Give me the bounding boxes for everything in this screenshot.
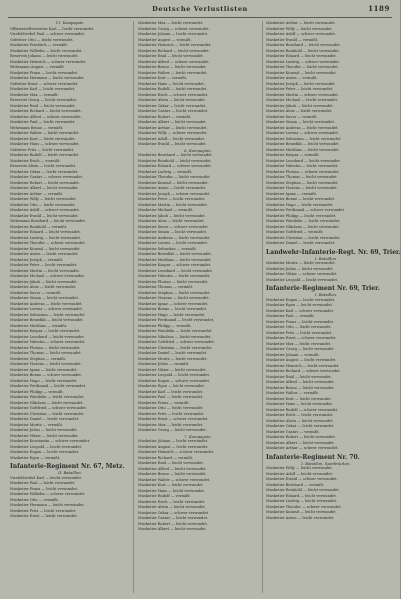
casualty-entry: Musketier Reinhold — leicht verwundet. [138,158,212,163]
casualty-entry: Musketier Friedrich — vermißt. [10,43,69,47]
casualty-entry: Musketier Adolf — leicht verwundet. [266,471,334,476]
casualty-entry: Musketier Karl — leicht verwundet. [138,389,204,394]
casualty-entry: Musketier Ewald — leicht verwundet. [138,142,207,146]
casualty-entry: Musketier Heinrich — schwer verwundet. [138,450,215,454]
casualty-entry: Musketier Hugo — leicht verwundet. [138,312,206,317]
casualty-entry: Musketier Albert — leicht verwundet. [266,440,335,445]
casualty-entry: Musketier Leopold — leicht verwundet. [266,277,339,282]
casualty-entry: Musketier August — vermißt. [138,37,192,42]
casualty-entry: Musketier Oskar — leicht verwundet. [10,169,79,174]
casualty-entry: Musketier Sebastian — leicht verwundet. [10,312,86,317]
casualty-entry: Musketier Alfred — schwer verwundet. [138,59,210,64]
casualty-entry: Musketier Georg — leicht verwundet. [138,428,207,432]
casualty-entry: Musketier Viktor — leicht verwundet. [138,367,207,372]
column-2 [138,21,258,593]
casualty-entry: Musketier Ignaz — schwer verwundet. [138,301,209,306]
casualty-entry: Musketier August — leicht verwundet. [138,444,209,449]
casualty-entry: Musketier Anton — vermißt. [266,76,318,80]
casualty-entry: Musketier Matthias — vermißt. [10,323,68,328]
casualty-entry: Musketier Julius — leicht verwundet. [266,266,334,271]
casualty-entry: 11. Kompagnie. [55,21,85,25]
casualty-entry: Musketier Gustav — leicht verwundet. [138,109,209,113]
casualty-entry: Musketier Philipp — leicht verwundet. [266,213,337,218]
casualty-entry: Musketier Otto — vermißt. [10,497,60,502]
casualty-entry: Musketier Benedikt — leicht verwundet. [138,252,212,256]
casualty-entry: Musketier Willy — schwer verwundet. [138,131,208,135]
casualty-entry: Musketier Emil — leicht verwundet. [10,103,76,108]
casualty-entry: Musketier Ferdinand — leicht verwundet. [10,384,87,388]
casualty-entry: Musketier Hermann — leicht verwundet. [10,76,85,80]
casualty-entry: Musketier Viktor — leicht verwundet. [10,433,79,438]
casualty-entry: Musketier Peter — leicht verwundet. [266,87,334,91]
column-3 [266,21,401,593]
casualty-entry: Musketier Peter — leicht verwundet. [138,197,206,201]
casualty-entry: Musketier Walter — leicht verwundet. [138,70,208,75]
casualty-entry: Musketier Daniel — leicht verwundet. [138,351,208,355]
casualty-entry: Musketier Johann — leicht verwundet. [138,32,209,36]
casualty-entry: Musketier Rudolf — schwer verwundet. [266,407,339,412]
casualty-entry: Musketier Valentin — leicht verwundet. [266,164,339,168]
casualty-entry: Musketier Gustav — leicht verwundet. [138,516,209,520]
casualty-entry: Musketier Ludwig — leicht verwundet. [266,499,338,503]
casualty-entry: Musketier Albert — leicht verwundet. [10,186,79,190]
casualty-entry: Musketier Florian — schwer verwundet. [266,169,340,174]
casualty-entry: Musketier Bruno — leicht verwundet. [138,472,207,476]
casualty-entry: Musketier Alfred — schwer verwundet. [10,114,82,119]
casualty-entry: Musketier Ernst — leicht verwundet. [10,514,78,518]
casualty-entry: Musketier Jakob — leicht verwundet. [138,213,206,218]
unit-subheading: I. Bataillon. [314,255,338,261]
casualty-entry: Musketier Max — vermißt. [10,92,59,97]
casualty-entry: Musketier Benedikt — leicht verwundet. [266,142,340,146]
casualty-entry: Musketier Ludwig — schwer verwundet. [266,59,340,64]
casualty-entry: Musketier Thomas — leicht verwundet. [10,351,82,355]
casualty-entry: Musketier Kurt — vermißt. [138,76,188,80]
casualty-entry: Musketier Viktor — schwer verwundet. [266,272,338,276]
casualty-entry: Musketier Benno — leicht verwundet. [138,307,208,311]
casualty-entry: Musketier Willy — leicht verwundet. [266,26,333,31]
casualty-entry: Musketier Gustav — schwer verwundet. [10,175,84,179]
casualty-entry: Musketier Stephan — vermißt. [10,356,67,361]
casualty-entry: Musketier Sebastian — vermißt. [138,246,197,251]
casualty-entry: Musketier Thomas — vermißt. [138,285,194,289]
casualty-entry: Musketier Bruno — leicht verwundet. [138,65,207,69]
casualty-entry: Musketier Lorenz — schwer verwundet. [10,307,84,311]
casualty-entry: Musketier Hermann — leicht verwundet. [10,503,85,507]
casualty-entry: Musketier Franz — leicht verwundet. [266,319,335,324]
casualty-entry: Musketier Ewald — leicht verwundet. [10,213,79,218]
casualty-entry: Musketier Gottfried — schwer verwundet. [10,406,87,410]
casualty-entry: Musketier Albert — leicht verwundet. [138,527,207,531]
casualty-entry: Musketier Emil — leicht verwundet. [138,54,204,58]
casualty-entry: Musketier Jakob — leicht verwundet. [10,279,78,284]
casualty-entry: Musketier Joseph — leicht verwundet. [266,81,336,86]
casualty-entry: Musketier Andreas — leicht verwundet. [266,125,339,130]
casualty-entry: Musketier Ferdinand — leicht verwundet. [138,318,215,322]
casualty-entry: Musketier Alois — leicht verwundet. [266,109,333,113]
casualty-entry: Musketier Fritz — leicht verwundet. [266,330,333,335]
casualty-entry: Musketier Max — leicht verwundet. [138,21,204,25]
casualty-entry: Musketier Adolf — schwer verwundet. [10,208,80,212]
casualty-entry: Musketier Ernst — schwer verwundet. [266,336,337,340]
casualty-entry: Musketier Willy — leicht verwundet. [10,197,77,201]
casualty-entry: Musketier Valentin — leicht verwundet. [138,274,211,278]
casualty-entry: Musketier Matthias — leicht verwundet. [266,147,340,152]
casualty-entry: Musketier Christian — leicht verwundet. [266,235,341,240]
casualty-entry: Musketier Alwin — leicht verwundet. [266,418,334,423]
casualty-entry: Musketier Christian — leicht verwundet. [138,345,213,350]
casualty-entry: Musketier Hugo — leicht verwundet. [10,378,78,383]
casualty-entry: Musketier Paul — leicht verwundet. [10,120,76,124]
casualty-entry: Musketier Erich — leicht verwundet. [138,499,206,504]
casualty-entry: Musketier Philipp — vermißt. [138,323,192,328]
header-rule [8,17,392,18]
casualty-entry: Musketier Willy — leicht verwundet. [266,466,333,470]
casualty-entry: Musketier Theodor — schwer verwundet. [266,504,342,509]
casualty-entry: Reservist Alwin — leicht verwundet. [10,164,77,168]
casualty-entry: Musketier Walter — vermißt. [266,391,319,395]
casualty-entry: Wehrmann August — vermißt. [10,65,65,69]
casualty-entry: Musketier Anton — leicht verwundet. [266,515,335,520]
casualty-entry: Musketier Albert — leicht verwundet. [138,120,207,124]
casualty-entry: Musketier Matthias — leicht verwundet. [138,257,212,262]
casualty-entry: Musketier Florian — leicht verwundet. [10,345,81,350]
regiment-heading: Infanterie-Regiment Nr. 70. [266,453,360,461]
casualty-entry: Musketier Georg — schwer verwundet. [138,26,210,31]
casualty-entry: Musketier Arthur — schwer verwundet. [266,446,339,450]
casualty-entry: Musketier Simon — leicht verwundet. [138,230,208,234]
casualty-entry: Musketier Benedikt — leicht verwundet. [10,318,84,322]
casualty-entry: Musketier Richard — schwer verwundet. [266,369,341,373]
casualty-entry: Musketier Martin — leicht verwundet. [10,268,80,273]
casualty-entry: Musketier Robert — leicht verwundet. [266,435,336,439]
casualty-entry: Musketier Thomas — leicht verwundet. [266,175,338,179]
casualty-entry: Musketier Andreas — leicht verwundet. [138,235,211,240]
regiment-heading: Landwehr-Infanterie-Regt. Nr. 69, Trier. [266,248,401,256]
casualty-entry: Musketier Peter — leicht verwundet. [10,263,78,267]
casualty-entry: Musketier Adolf — leicht verwundet. [138,136,206,141]
casualty-entry: Musketier Simon — leicht verwundet. [266,120,336,124]
casualty-entry: Musketier Theodor — leicht verwundet. [138,175,211,179]
casualty-entry: Musketier Franz — leicht verwundet. [10,486,79,491]
casualty-entry: Musketier Benno — leicht verwundet. [266,197,336,201]
casualty-entry: Musketier Lorenz — leicht verwundet. [138,241,209,245]
casualty-entry: Musketier Michael — leicht verwundet. [266,98,339,102]
casualty-entry: Musketier Emil — leicht verwundet. [266,374,332,379]
casualty-entry: Musketier Hans — leicht verwundet. [138,488,205,493]
casualty-entry: Musketier Ewald — vermißt. [266,37,319,42]
casualty-entry: Musketier Florian — leicht verwundet. [138,279,209,284]
casualty-entry: Musketier Eugen — leicht verwundet. [266,297,336,302]
casualty-entry: Musketier Leonhard — leicht verwundet. [138,268,214,273]
casualty-entry: Musketier Eduard — leicht verwundet. [266,493,337,498]
unit-subheading: I. Bataillon. [314,292,338,297]
casualty-entry: Musketier Leopold — leicht verwundet. [138,373,211,377]
casualty-entry: Musketier Johann — vermißt. [266,352,320,357]
casualty-entry: Musketier Richard — vermißt. [138,455,194,460]
casualty-entry: Musketier Alois — leicht verwundet. [138,219,205,223]
casualty-entry: Musketier Martin — schwer verwundet. [266,92,339,97]
casualty-entry: Musketier Ignaz — leicht verwundet. [10,367,78,372]
casualty-entry: Musketier Valentin — schwer verwundet. [10,340,86,344]
casualty-entry: Musketier Paul — leicht verwundet. [10,481,76,485]
casualty-entry: Musketier Stephan — leicht verwundet. [138,290,211,295]
casualty-entry: Musketier Jakob — leicht verwundet. [266,103,334,108]
casualty-entry: Musketier Emil — leicht verwundet. [138,461,204,465]
column-separator [262,21,263,593]
casualty-entry: Musketier Ludwig — leicht verwundet. [10,235,82,240]
casualty-entry: Musketier Leopold — leicht verwundet. [10,444,83,449]
casualty-entry: Musketier Rudolf — leicht verwundet. [10,153,80,157]
casualty-entry: Musketier Heinrich — leicht verwundet. [266,363,340,368]
casualty-entry: Musketier Hans — schwer verwundet. [10,142,80,146]
casualty-entry: Musketier Konrad — leicht verwundet. [266,510,337,514]
casualty-entry: Musketier Franz — vermißt. [138,400,190,405]
casualty-entry: Musketier Richard — leicht verwundet. [138,48,210,53]
casualty-entry: Musketier Wendelin — leicht verwundet. [266,219,341,223]
casualty-entry: Musketier Vinzenz — leicht verwundet. [138,296,210,300]
casualty-entry: Musketier Wilhelm — schwer verwundet. [10,492,86,496]
casualty-entry: Musketier Robert — leicht verwundet. [138,521,208,526]
casualty-entry: Musketier Ferdinand — schwer verwundet. [266,208,346,212]
casualty-entry: Musketier Otto — leicht verwundet. [10,202,76,207]
casualty-entry: Musketier Hugo — leicht verwundet. [266,202,334,207]
page-header [8,3,392,15]
casualty-entry: Musketier Daniel — leicht verwundet. [266,241,336,245]
casualty-entry: Musketier Simon — leicht verwundet. [10,296,80,300]
casualty-entry: Musketier Anton — leicht verwundet. [138,186,207,190]
unit-subheading: II. Bataillon. [58,470,82,475]
casualty-entry: Musketier Leonhard — leicht verwundet. [10,334,86,339]
casualty-entry: Offizierstellvertreter Karl — leicht verwundet. [10,26,95,31]
casualty-entry: Musketier Sebastian — leicht verwundet. [266,136,342,141]
casualty-entry: Musketier Bernhard — leicht verwundet. [266,43,341,47]
casualty-entry: Musketier Arthur — vermißt. [10,191,64,196]
casualty-entry: Musketier Paul — leicht verwundet. [138,395,204,399]
casualty-entry: Musketier Nikolaus — leicht verwundet. [266,224,340,229]
casualty-entry: Musketier Bruno — leicht verwundet. [266,385,335,390]
casualty-entry: Musketier Bernhard — vermißt. [266,482,325,487]
casualty-entry: Musketier Oskar — schwer verwundet. [138,510,210,515]
casualty-entry: Musketier Robert — vermißt. [138,114,192,119]
casualty-entry: Musketier Oskar — leicht verwundet. [266,424,335,428]
casualty-entry: Musketier August — leicht verwundet. [266,358,337,362]
casualty-entry: Musketier Leonhard — leicht verwundet. [266,158,342,163]
page-number: 1189 [368,4,390,13]
casualty-entry: Musketier Theodor — schwer verwundet. [10,241,86,245]
casualty-entry: Musketier Max — leicht verwundet. [138,422,204,427]
casualty-entry: Musketier Wendelin — leicht verwundet. [10,395,85,399]
casualty-entry: Musketier Theodor — leicht verwundet. [266,65,339,69]
casualty-entry: Musketier Max — leicht verwundet. [266,341,332,346]
casualty-entry: Musketier Julius — vermißt. [138,362,190,366]
casualty-entry: Musketier Heinrich — leicht verwundet. [138,43,212,47]
casualty-entry: Musketier Kurt — leicht verwundet. [10,136,76,141]
casualty-entry: Musketier Reinhold — leicht verwundet. [266,488,340,492]
casualty-entry: Musketier Moritz — vermißt. [10,422,64,427]
casualty-entry: Musketier Adolf — schwer verwundet. [266,32,336,36]
casualty-entry: Musketier Egon — vermißt. [10,455,61,460]
casualty-entry: Musketier Arthur — leicht verwundet. [138,125,208,130]
casualty-entry: Musketier Kurt — leicht verwundet. [138,483,204,487]
casualty-entry: Musketier Wendelin — leicht verwundet. [138,329,213,333]
casualty-entry: Musketier Christian — leicht verwundet. [10,411,85,416]
casualty-entry: Musketier Erich — schwer verwundet. [138,92,209,97]
casualty-entry: Musketier Eduard — leicht verwundet. [266,54,337,58]
casualty-entry: Musketier Eduard — schwer verwundet. [138,164,212,168]
casualty-entry: Musketier Bernhard — leicht verwundet. [138,153,213,157]
column-1 [10,21,130,593]
casualty-entry: Musketier Ignaz — vermißt. [266,191,318,196]
casualty-entry: Musketier Otto — leicht verwundet. [138,406,204,410]
casualty-entry: Musketier Hans — leicht verwundet. [138,81,205,86]
casualty-entry: Musketier Andreas — leicht verwundet. [10,301,83,306]
casualty-entry: Reservist Johann — leicht verwundet. [10,54,79,58]
casualty-entry: Musketier Wilhelm — leicht verwundet. [10,48,83,53]
casualty-entry: Musketier Konrad — leicht verwundet. [138,180,209,185]
casualty-entry: Musketier Julius — leicht verwundet. [10,428,78,432]
casualty-entry: Vizefeldwebel Paul — schwer verwundet. [10,32,86,36]
casualty-entry: Musketier Gustav — vermißt. [266,429,320,434]
casualty-entry: Musketier Erich — leicht verwundet. [266,413,334,417]
casualty-entry: Vizefeldwebel Karl — leicht verwundet. [10,475,83,480]
casualty-entry: Musketier Reinhold — leicht verwundet. [266,48,340,53]
unit-subheading: 7. Kompagnie. [184,433,212,439]
casualty-entry: Musketier Alwin — leicht verwundet. [138,505,206,509]
casualty-entry: Musketier Walter — leicht verwundet. [10,131,80,135]
casualty-entry: Musketier Fritz — leicht verwundet. [138,411,205,416]
casualty-entry: Musketier Michael — vermißt. [138,208,194,212]
casualty-entry: Musketier Alois — leicht verwundet. [10,285,77,289]
casualty-entry: Musketier Nikolaus — leicht verwundet. [10,400,84,405]
regiment-heading: Infanterie-Regiment Nr. 69, Trier. [266,285,380,292]
casualty-entry: Musketier Georg — leicht verwundet. [266,347,335,351]
casualty-entry: Gefreiter Otto — leicht verwundet. [10,37,74,42]
casualty-entry: Musketier Ernst — schwer verwundet. [138,417,209,421]
casualty-entry: Musketier Kaspar — vermißt. [266,153,320,157]
casualty-entry: Musketier Moritz — leicht verwundet. [138,356,208,361]
casualty-entry: Musketier Alfred — leicht verwundet. [266,380,335,384]
casualty-entry: Musketier Joseph — schwer verwundet. [138,191,211,196]
casualty-entry: Musketier Franz — leicht verwundet. [10,70,79,75]
casualty-entry: Musketier Reinhold — vermißt. [10,224,68,229]
casualty-entry: Musketier Anton — leicht verwundet. [10,252,79,256]
casualty-entry: Musketier Walter — schwer verwundet. [138,477,211,482]
casualty-entry: Musketier Eugen — leicht verwundet. [10,450,80,454]
casualty-entry: Musketier Martin — leicht verwundet. [138,202,208,207]
casualty-entry: Musketier Richard — leicht verwundet. [10,109,82,113]
casualty-entry: Musketier Nikolaus — leicht verwundet. [138,334,212,339]
unit-subheading: I. Bataillon, Saarbrücken. [301,460,351,466]
unit-subheading: 6. Kompagnie. [184,147,212,153]
casualty-entry: Musketier Eduard — leicht verwundet. [10,230,81,234]
casualty-entry: Musketier Rudolf — vermißt. [138,494,191,498]
casualty-entry: Musketier Karl — leicht verwundet. [10,87,76,91]
casualty-entry: Musketier Benno — schwer verwundet. [10,373,82,377]
casualty-entry: Musketier Konstantin — schwer verwundet. [10,439,91,443]
casualty-entry: Musketier Philipp — vermißt. [10,389,64,394]
casualty-entry: Musketier Kaspar — schwer verwundet. [138,263,212,267]
casualty-entry: Musketier Rudolf — leicht verwundet. [138,87,208,91]
casualty-entry: Musketier Hans — leicht verwundet. [266,402,333,406]
page-title: Deutsche Verlustlisten [152,5,248,13]
casualty-entry: Musketier Egon — leicht verwundet. [266,303,333,307]
casualty-entry: Musketier Otto — leicht verwundet. [266,325,332,329]
casualty-entry: Gefreiter Fritz — leicht verwundet. [10,147,75,152]
casualty-entry: Musketier Lorenz — schwer verwundet. [266,131,340,135]
casualty-entry: Musketier Paul — vermißt. [266,314,315,318]
casualty-entry: Musketier Fritz — leicht verwundet. [10,508,77,513]
casualty-entry: Musketier Xaver — vermißt. [10,290,62,295]
casualty-entry: Musketier Kaspar — leicht verwundet. [10,329,81,333]
casualty-entry: Musketier Michael — schwer verwundet. [10,274,86,278]
casualty-entry: Musketier Alfred — leicht verwundet. [138,466,207,471]
casualty-entry: Musketier Xaver — schwer verwundet. [138,224,210,229]
casualty-entry: Musketier Eugen — schwer verwundet. [138,378,211,383]
casualty-entry: Musketier Stephan — leicht verwundet. [266,180,339,185]
casualty-entry: Musketier Heinrich — schwer verwundet. [10,59,87,64]
casualty-entry: Musketier Egon — leicht verwundet. [138,384,205,388]
casualty-entry: Musketier Joseph — vermißt. [10,257,64,262]
casualty-entry: Musketier Gottfried — vermißt. [266,230,324,234]
casualty-entry: Musketier Johann — leicht verwundet. [138,439,209,443]
column-separator [133,21,134,593]
casualty-entry: Wehrmann Bernhard — leicht verwundet. [10,219,86,223]
casualty-entry: Musketier Erich — vermißt. [10,158,61,163]
casualty-entry: Musketier Xaver — vermißt. [266,114,318,119]
casualty-entry: Gefreiter Ernst — schwer verwundet. [10,81,79,86]
casualty-entry: Musketier Robert — leicht verwundet. [10,180,80,185]
casualty-entry: Musketier Gottfried — schwer verwundet. [138,340,215,344]
casualty-entry: Musketier Vinzenz — leicht verwundet. [266,186,338,190]
casualty-entry: Musketier Vinzenz — leicht verwundet. [10,362,82,366]
casualty-entry: Musketier Karl — schwer verwundet. [266,308,335,313]
regiment-heading: Infanterie-Regiment Nr. 67, Metz. [10,463,125,470]
casualty-entry: Musketier Konrad — leicht verwundet. [10,246,81,251]
casualty-entry: Musketier Ewald — schwer verwundet. [266,477,338,481]
casualty-entry: Reservist Georg — leicht verwundet. [10,98,78,102]
casualty-entry: Musketier Daniel — leicht verwundet. [10,417,80,421]
casualty-entry: Musketier Konrad — leicht verwundet. [266,70,337,75]
casualty-entry: Wehrmann Bruno — vermißt. [10,125,64,130]
casualty-entry: Musketier Oskar — leicht verwundet. [138,103,207,108]
casualty-entry: Musketier Moritz — leicht verwundet. [266,261,336,265]
casualty-entry: Musketier Ludwig — vermißt. [138,169,193,174]
casualty-entry: Musketier Kurt — leicht verwundet. [266,396,332,401]
casualty-entry: Musketier Arthur — leicht verwundet. [266,21,336,25]
casualty-entry: Musketier Alwin — leicht verwundet. [138,98,206,102]
